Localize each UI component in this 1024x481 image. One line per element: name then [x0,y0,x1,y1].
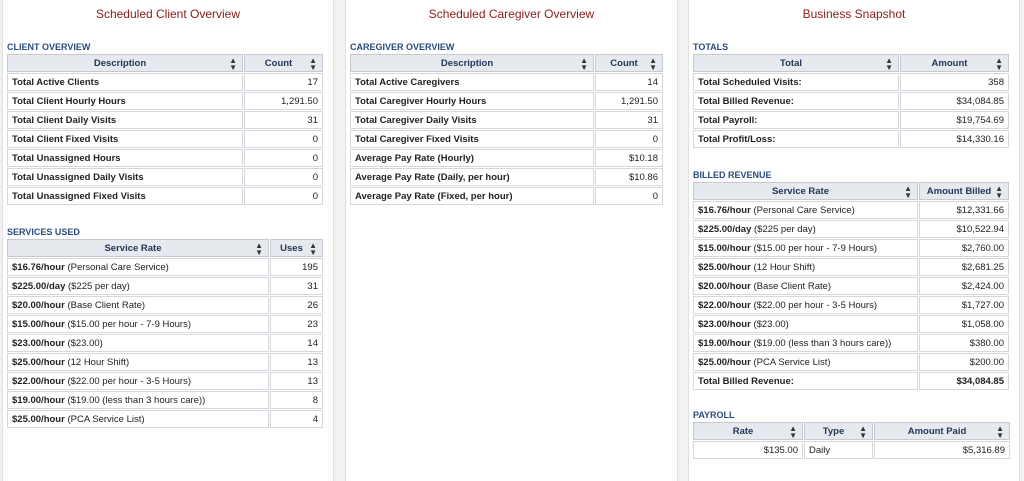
table-row [693,353,1009,371]
rate-amount: $25.00/hour [12,356,65,368]
rate-description: (PCA Service List) [64,413,145,425]
row-value: $1,727.00 [919,296,1009,314]
row-label: Total Active Caregivers [350,73,594,91]
table-row [693,111,1009,129]
table-row [693,92,1009,110]
row-value: $14,330.16 [900,130,1009,148]
row-value: $2,424.00 [919,277,1009,295]
column-header-description[interactable]: Description ▲ ▼ [7,54,243,72]
row-label: Total Active Clients [7,73,243,91]
column-header-description[interactable]: Description ▲ ▼ [350,54,594,72]
service-rate-cell [693,258,918,276]
service-rate-cell [7,334,269,352]
section-title: CLIENT OVERVIEW [7,42,91,52]
rate-amount: $19.00/hour [12,394,65,406]
table-row [7,168,323,186]
rate-amount: $23.00/hour [12,337,65,349]
caregiver-overview-rows [350,73,663,205]
business-snapshot-panel [688,0,1020,481]
sort-arrows-icon: ▲ ▼ [789,424,797,440]
service-rate-cell [7,277,269,295]
table-row [350,187,663,205]
sort-arrows-icon: ▲ ▼ [580,56,588,72]
row-label: Total Unassigned Daily Visits [7,168,243,186]
row-value: 31 [244,111,323,129]
total-row [693,372,1009,390]
row-value: 8 [270,391,323,409]
rate-amount: $20.00/hour [698,280,751,292]
row-label: Total Payroll: [693,111,899,129]
row-value: 0 [244,149,323,167]
sort-arrows-icon: ▲ ▼ [885,56,893,72]
payroll-rate: $135.00 [693,441,803,459]
rate-amount: $20.00/hour [12,299,65,311]
table-row [693,201,1009,219]
table-row [7,130,323,148]
column-header-service-rate[interactable]: Service Rate ▲ ▼ [7,239,269,257]
rate-description: ($15.00 per hour - 7-9 Hours) [750,242,878,254]
row-value: 13 [270,353,323,371]
service-rate-cell [693,239,918,257]
row-label: Total Client Fixed Visits [7,130,243,148]
row-label: Average Pay Rate (Fixed, per hour) [350,187,594,205]
column-header-rate[interactable]: Rate ▲ ▼ [693,422,803,440]
row-label: Total Client Hourly Hours [7,92,243,110]
services-used-rows [7,258,323,428]
table-row [693,277,1009,295]
rate-amount: $15.00/hour [698,242,751,254]
row-label: Total Caregiver Hourly Hours [350,92,594,110]
service-rate-cell [693,296,918,314]
row-label: Average Pay Rate (Daily, per hour) [350,168,594,186]
row-value: 14 [270,334,323,352]
row-value: $10,522.94 [919,220,1009,238]
rate-description: (Base Client Rate) [64,299,146,311]
table-row [693,315,1009,333]
table-row [350,92,663,110]
panel-title: Scheduled Caregiver Overview [428,7,595,21]
row-value: 195 [270,258,323,276]
services-used-table [6,238,324,429]
row-label: Total Billed Revenue: [693,92,899,110]
row-value: $12,331.66 [919,201,1009,219]
row-value: 0 [595,187,663,205]
table-row [7,315,323,333]
row-value: $34,084.85 [900,92,1009,110]
client-overview-rows [7,73,323,205]
panel-title: Business Snapshot [802,7,906,21]
service-rate-cell [693,201,918,219]
table-row [350,149,663,167]
section-title: BILLED REVENUE [693,170,772,180]
table-row [7,187,323,205]
table-row [350,168,663,186]
rate-amount: $25.00/hour [12,413,65,425]
payroll-rows [693,441,1010,459]
table-row [7,410,323,428]
row-label: Total Client Daily Visits [7,111,243,129]
row-value: $2,760.00 [919,239,1009,257]
service-rate-cell [7,391,269,409]
service-rate-cell [7,258,269,276]
row-value: $200.00 [919,353,1009,371]
table-row [7,277,323,295]
service-rate-cell [693,277,918,295]
sort-arrows-icon: ▲ ▼ [996,424,1004,440]
rate-description: ($225 per day) [751,223,816,235]
section-title: CAREGIVER OVERVIEW [350,42,455,52]
table-row [693,239,1009,257]
row-label: Total Caregiver Daily Visits [350,111,594,129]
caregiver-overview-panel [345,0,678,481]
service-rate-cell [693,315,918,333]
sort-arrows-icon: ▲ ▼ [904,184,912,200]
row-label: Total Unassigned Fixed Visits [7,187,243,205]
table-row [350,73,663,91]
column-header-uses[interactable]: Uses ▲ ▼ [270,239,323,257]
rate-description: (Personal Care Service) [64,261,169,273]
client-overview-panel [2,0,334,481]
row-value: 4 [270,410,323,428]
sort-arrows-icon: ▲ ▼ [229,56,237,72]
sort-arrows-icon: ▲ ▼ [995,184,1003,200]
row-value: 13 [270,372,323,390]
rate-description: ($225 per day) [65,280,130,292]
row-value: 26 [270,296,323,314]
totals-rows [693,73,1009,148]
rate-amount: $16.76/hour [698,204,751,216]
table-row [693,130,1009,148]
sort-arrows-icon: ▲ ▼ [255,241,263,257]
panel-title: Scheduled Client Overview [95,7,241,21]
payroll-type: Daily [804,441,873,459]
row-label: Total Caregiver Fixed Visits [350,130,594,148]
service-rate-cell [7,353,269,371]
row-value: 1,291.50 [595,92,663,110]
row-value: 31 [270,277,323,295]
table-row [7,391,323,409]
service-rate-cell [7,372,269,390]
service-rate-cell [693,353,918,371]
rate-amount: $16.76/hour [12,261,65,273]
row-value: 17 [244,73,323,91]
rate-description: (Base Client Rate) [750,280,832,292]
column-header-type[interactable]: Type ▲ ▼ [804,422,873,440]
rate-amount: $19.00/hour [698,337,751,349]
table-row [693,334,1009,352]
sort-arrows-icon: ▲ ▼ [995,56,1003,72]
column-header-service-rate[interactable]: Service Rate ▲ ▼ [693,182,918,200]
rate-description: (12 Hour Shift) [64,356,130,368]
table-row [7,334,323,352]
rate-description: ($23.00) [64,337,103,349]
table-row [7,111,323,129]
service-rate-cell [7,410,269,428]
table-row [7,73,323,91]
row-value: 23 [270,315,323,333]
table-row [7,372,323,390]
row-value: $10.86 [595,168,663,186]
totals-table [692,53,1010,149]
rate-description: (12 Hour Shift) [750,261,816,273]
rate-amount: $23.00/hour [698,318,751,330]
table-row [693,441,1010,459]
rate-amount: $22.00/hour [12,375,65,387]
service-rate-cell [7,315,269,333]
rate-description: ($19.00 (less than 3 hours care)) [64,394,206,406]
total-label: Total Billed Revenue: [693,372,918,390]
row-label: Total Unassigned Hours [7,149,243,167]
rate-description: ($19.00 (less than 3 hours care)) [750,337,892,349]
row-value: 358 [900,73,1009,91]
caregiver-overview-table [349,53,664,206]
column-header-count[interactable]: Count ▲ ▼ [244,54,323,72]
payroll-table [692,421,1011,460]
rate-description: (Personal Care Service) [750,204,855,216]
rate-amount: $15.00/hour [12,318,65,330]
rate-amount: $225.00/day [698,223,752,235]
row-value: 0 [595,130,663,148]
section-title: TOTALS [693,42,729,52]
row-value: 1,291.50 [244,92,323,110]
column-header-amount[interactable]: Amount ▲ ▼ [900,54,1009,72]
row-value: $2,681.25 [919,258,1009,276]
row-label: Average Pay Rate (Hourly) [350,149,594,167]
table-row [693,258,1009,276]
table-row [350,130,663,148]
row-value: 31 [595,111,663,129]
sort-arrows-icon: ▲ ▼ [649,56,657,72]
client-overview-table [6,53,324,206]
rate-amount: $25.00/hour [698,356,751,368]
section-title: SERVICES USED [7,227,80,237]
sort-arrows-icon: ▲ ▼ [309,241,317,257]
payroll-amount: $5,316.89 [874,441,1010,459]
table-row [7,258,323,276]
sort-arrows-icon: ▲ ▼ [859,424,867,440]
total-value: $34,084.85 [919,372,1009,390]
table-row [693,220,1009,238]
table-row [7,296,323,314]
row-value: $10.18 [595,149,663,167]
rate-description: (PCA Service List) [750,356,831,368]
row-value: 0 [244,187,323,205]
row-label: Total Profit/Loss: [693,130,899,148]
table-row [693,73,1009,91]
rate-description: ($15.00 per hour - 7-9 Hours) [64,318,192,330]
service-rate-cell [7,296,269,314]
rate-description: ($22.00 per hour - 3-5 Hours) [64,375,192,387]
column-header-count[interactable]: Count ▲ ▼ [595,54,663,72]
row-value: 0 [244,168,323,186]
rate-description: ($23.00) [750,318,789,330]
table-row [350,111,663,129]
billed-revenue-table [692,181,1010,391]
row-value: $1,058.00 [919,315,1009,333]
table-row [7,149,323,167]
section-title: PAYROLL [693,410,735,420]
rate-amount: $225.00/day [12,280,66,292]
service-rate-cell [693,220,918,238]
row-value: $19,754.69 [900,111,1009,129]
rate-description: ($22.00 per hour - 3-5 Hours) [750,299,878,311]
row-value: 0 [244,130,323,148]
column-header-total[interactable]: Total ▲ ▼ [693,54,899,72]
column-header-amount-billed[interactable]: Amount Billed ▲ ▼ [919,182,1009,200]
table-row [7,353,323,371]
row-label: Total Scheduled Visits: [693,73,899,91]
column-header-amount-paid[interactable]: Amount Paid ▲ ▼ [874,422,1010,440]
rate-amount: $25.00/hour [698,261,751,273]
billed-revenue-rows [693,201,1009,390]
rate-amount: $22.00/hour [698,299,751,311]
sort-arrows-icon: ▲ ▼ [309,56,317,72]
service-rate-cell [693,334,918,352]
table-row [7,92,323,110]
row-value: 14 [595,73,663,91]
table-row [693,296,1009,314]
row-value: $380.00 [919,334,1009,352]
